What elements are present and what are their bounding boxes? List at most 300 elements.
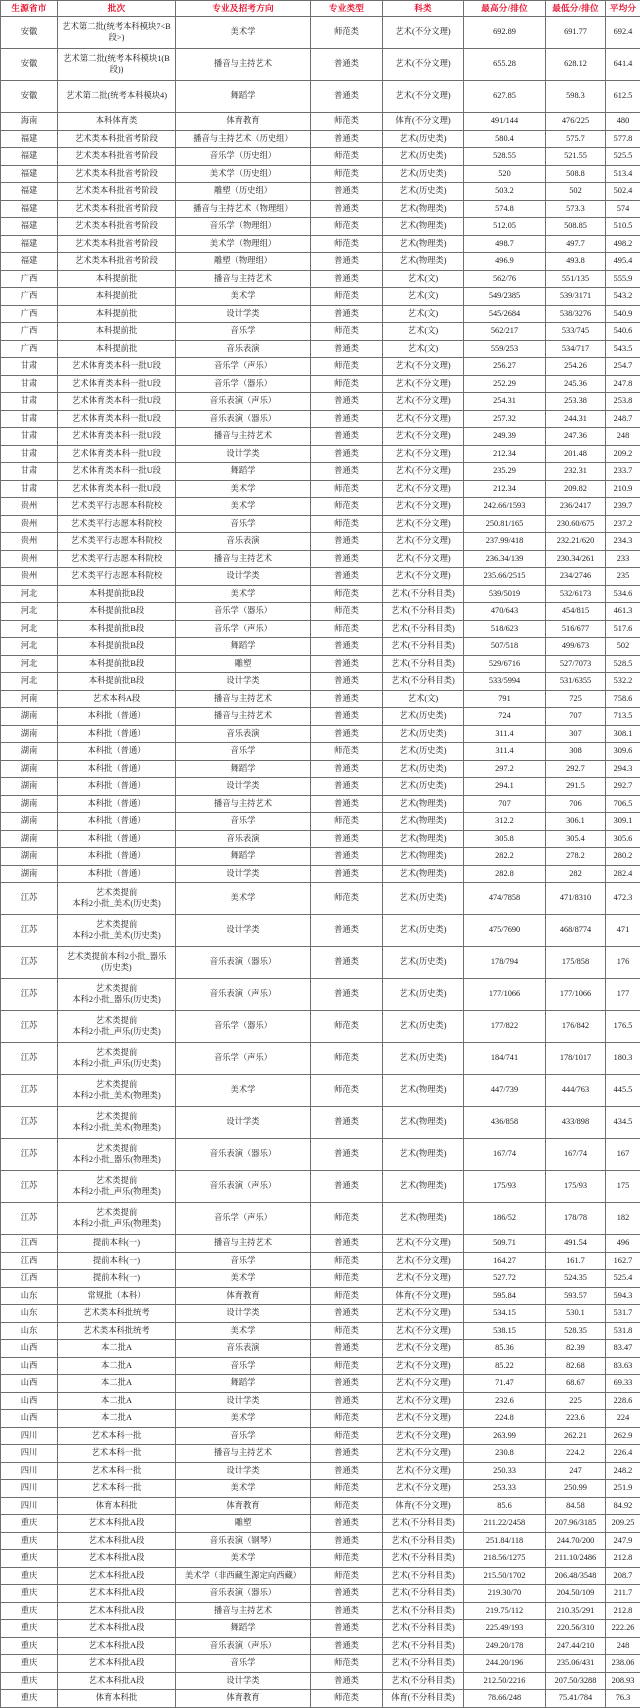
cell-average: 528.5	[606, 655, 640, 673]
cell-highest: 186/52	[464, 1203, 546, 1235]
table-row	[1, 915, 640, 947]
cell-average: 182	[606, 1203, 640, 1235]
cell-batch: 艺术本科一批	[58, 1445, 176, 1463]
cell-province: 湖南	[1, 778, 58, 796]
cell-subject: 艺术(不分文理)	[383, 463, 464, 481]
cell-major-type: 师范类	[311, 113, 383, 131]
cell-major-type: 普通类	[311, 778, 383, 796]
cell-highest: 527.72	[464, 1270, 546, 1288]
cell-major-type: 师范类	[311, 498, 383, 516]
cell-average: 234.3	[606, 533, 640, 551]
cell-highest: 212.34	[464, 445, 546, 463]
cell-lowest: 628.12	[546, 49, 606, 81]
cell-lowest: 476/225	[546, 113, 606, 131]
cell-average: 248	[606, 1637, 640, 1655]
cell-subject: 艺术(文)	[383, 270, 464, 288]
cell-average: 76.3	[606, 1690, 640, 1708]
cell-highest: 294.1	[464, 778, 546, 796]
cell-lowest: 244.31	[546, 410, 606, 428]
table-row	[1, 947, 640, 979]
cell-major: 设计学类	[176, 1305, 311, 1323]
cell-major-type: 普通类	[311, 725, 383, 743]
cell-lowest: 278.2	[546, 848, 606, 866]
cell-province: 安徽	[1, 49, 58, 81]
cell-lowest: 175/858	[546, 947, 606, 979]
cell-subject: 体育(不分文理)	[383, 113, 464, 131]
cell-major-type: 普通类	[311, 568, 383, 586]
cell-major-type: 师范类	[311, 358, 383, 376]
cell-lowest: 499/673	[546, 638, 606, 656]
cell-highest: 242.66/1593	[464, 498, 546, 516]
cell-major-type: 师范类	[311, 1270, 383, 1288]
cell-subject: 艺术(历史类)	[383, 1011, 464, 1043]
cell-lowest: 508.85	[546, 218, 606, 236]
cell-province: 江苏	[1, 1139, 58, 1171]
cell-highest: 253.33	[464, 1480, 546, 1498]
cell-major-type: 普通类	[311, 708, 383, 726]
cell-highest: 491/144	[464, 113, 546, 131]
cell-major-type: 师范类	[311, 813, 383, 831]
cell-subject: 艺术(物理类)	[383, 1075, 464, 1107]
cell-province: 江西	[1, 1270, 58, 1288]
table-row	[1, 1287, 640, 1305]
cell-highest: 250.81/165	[464, 515, 546, 533]
cell-subject: 艺术(不分文理)	[383, 49, 464, 81]
cell-batch: 艺术类提前 本科2小批_声乐(物理类)	[58, 1171, 176, 1203]
cell-major: 音乐表演（声乐）	[176, 1637, 311, 1655]
table-row	[1, 1427, 640, 1445]
cell-average: 226.4	[606, 1445, 640, 1463]
cell-subject: 艺术(历史类)	[383, 979, 464, 1011]
table-row	[1, 1497, 640, 1515]
cell-major-type: 普通类	[311, 1672, 383, 1690]
cell-province: 四川	[1, 1497, 58, 1515]
table-row	[1, 673, 640, 691]
table-row	[1, 1602, 640, 1620]
cell-batch: 艺术类提前 本科2小批_美术(物理类)	[58, 1107, 176, 1139]
cell-major-type: 师范类	[311, 235, 383, 253]
cell-batch: 艺术本科批A段	[58, 1550, 176, 1568]
cell-major-type: 普通类	[311, 533, 383, 551]
cell-lowest: 502	[546, 183, 606, 201]
cell-subject: 艺术(不分文理)	[383, 1235, 464, 1253]
cell-average: 237.2	[606, 515, 640, 533]
cell-major-type: 普通类	[311, 915, 383, 947]
cell-highest: 509.71	[464, 1235, 546, 1253]
cell-highest: 436/858	[464, 1107, 546, 1139]
table-row	[1, 1672, 640, 1690]
cell-lowest: 305.4	[546, 830, 606, 848]
cell-subject: 艺术(不分文理)	[383, 568, 464, 586]
cell-highest: 507/518	[464, 638, 546, 656]
cell-average: 282.4	[606, 865, 640, 883]
cell-batch: 本科提前批	[58, 340, 176, 358]
cell-subject: 体育(不分文理)	[383, 1287, 464, 1305]
cell-major: 播音与主持艺术	[176, 1602, 311, 1620]
cell-batch: 艺术体育类本科一批U段	[58, 375, 176, 393]
cell-major: 音乐学	[176, 515, 311, 533]
cell-highest: 528.55	[464, 148, 546, 166]
cell-subject: 艺术(历史类)	[383, 743, 464, 761]
cell-province: 重庆	[1, 1567, 58, 1585]
cell-major: 设计学类	[176, 568, 311, 586]
cell-highest: 167/74	[464, 1139, 546, 1171]
cell-batch: 艺术类平行志愿本科院校	[58, 568, 176, 586]
table-row	[1, 148, 640, 166]
cell-batch: 提前本科(一)	[58, 1235, 176, 1253]
cell-province: 山东	[1, 1305, 58, 1323]
cell-highest: 534.15	[464, 1305, 546, 1323]
table-row	[1, 1075, 640, 1107]
cell-subject: 体育(不分文理)	[383, 1497, 464, 1515]
table-row	[1, 533, 640, 551]
cell-major: 音乐表演	[176, 533, 311, 551]
cell-lowest: 468/8774	[546, 915, 606, 947]
table-row	[1, 760, 640, 778]
table-row	[1, 463, 640, 481]
column-header-major: 专业及招考方向	[176, 1, 311, 17]
cell-batch: 本科批（普通）	[58, 795, 176, 813]
cell-province: 福建	[1, 148, 58, 166]
cell-batch: 艺术类本科批省考阶段	[58, 130, 176, 148]
cell-major: 音乐表演（钢琴）	[176, 1532, 311, 1550]
cell-major: 美术学	[176, 883, 311, 915]
cell-province: 重庆	[1, 1515, 58, 1533]
cell-batch: 艺术体育类本科一批U段	[58, 428, 176, 446]
cell-lowest: 207.50/3288	[546, 1672, 606, 1690]
cell-average: 212.8	[606, 1602, 640, 1620]
cell-province: 山西	[1, 1340, 58, 1358]
cell-subject: 艺术(历史类)	[383, 883, 464, 915]
cell-average: 543.2	[606, 288, 640, 306]
cell-batch: 艺术类提前 本科2小批_美术(历史类)	[58, 915, 176, 947]
cell-subject: 艺术(不分科目类)	[383, 1585, 464, 1603]
cell-highest: 520	[464, 165, 546, 183]
cell-province: 江苏	[1, 979, 58, 1011]
table-row	[1, 813, 640, 831]
cell-major: 美术学	[176, 17, 311, 49]
cell-average: 513.4	[606, 165, 640, 183]
cell-average: 309.6	[606, 743, 640, 761]
cell-subject: 艺术(不分文理)	[383, 1322, 464, 1340]
cell-batch: 艺术本科一批	[58, 1480, 176, 1498]
cell-subject: 艺术(物理类)	[383, 1107, 464, 1139]
cell-lowest: 306.1	[546, 813, 606, 831]
table-row	[1, 1445, 640, 1463]
cell-major: 音乐表演（声乐）	[176, 1171, 311, 1203]
cell-province: 贵州	[1, 498, 58, 516]
cell-lowest: 176/842	[546, 1011, 606, 1043]
cell-subject: 艺术(物理类)	[383, 235, 464, 253]
cell-major-type: 师范类	[311, 1567, 383, 1585]
table-row	[1, 113, 640, 131]
cell-batch: 本科提前批B段	[58, 655, 176, 673]
cell-subject: 艺术(不分科目类)	[383, 655, 464, 673]
cell-highest: 549/2385	[464, 288, 546, 306]
cell-province: 贵州	[1, 515, 58, 533]
cell-major: 播音与主持艺术	[176, 550, 311, 568]
cell-average: 480	[606, 113, 640, 131]
cell-average: 706.5	[606, 795, 640, 813]
cell-average: 83.63	[606, 1357, 640, 1375]
cell-subject: 艺术(物理类)	[383, 200, 464, 218]
cell-major-type: 师范类	[311, 743, 383, 761]
table-row	[1, 690, 640, 708]
cell-average: 692.4	[606, 17, 640, 49]
cell-average: 292.7	[606, 778, 640, 796]
table-row	[1, 358, 640, 376]
cell-batch: 艺术类提前 本科2小批_声乐(历史类)	[58, 1011, 176, 1043]
cell-major-type: 普通类	[311, 673, 383, 691]
cell-subject: 艺术(历史类)	[383, 708, 464, 726]
cell-lowest: 433/898	[546, 1107, 606, 1139]
cell-province: 广西	[1, 305, 58, 323]
cell-lowest: 725	[546, 690, 606, 708]
table-row	[1, 743, 640, 761]
cell-major: 美术学	[176, 498, 311, 516]
cell-subject: 艺术(不分科目类)	[383, 673, 464, 691]
cell-highest: 512.05	[464, 218, 546, 236]
cell-lowest: 177/1066	[546, 979, 606, 1011]
cell-average: 434.5	[606, 1107, 640, 1139]
cell-province: 山西	[1, 1375, 58, 1393]
cell-major: 音乐表演	[176, 1340, 311, 1358]
cell-highest: 218.56/1275	[464, 1550, 546, 1568]
cell-batch: 艺术第二批(统考本科模块4)	[58, 81, 176, 113]
cell-major: 设计学类	[176, 673, 311, 691]
cell-highest: 724	[464, 708, 546, 726]
cell-major: 音乐学（历史组）	[176, 148, 311, 166]
cell-subject: 艺术(不分文理)	[383, 1340, 464, 1358]
cell-province: 江苏	[1, 1203, 58, 1235]
cell-major: 美术学（历史组）	[176, 165, 311, 183]
cell-major-type: 普通类	[311, 1585, 383, 1603]
cell-major-type: 普通类	[311, 253, 383, 271]
cell-lowest: 491.54	[546, 1235, 606, 1253]
table-row	[1, 1305, 640, 1323]
cell-lowest: 471/8310	[546, 883, 606, 915]
cell-lowest: 230.34/261	[546, 550, 606, 568]
cell-average: 247.9	[606, 1532, 640, 1550]
cell-batch: 本科批（普通）	[58, 830, 176, 848]
cell-subject: 艺术(历史类)	[383, 1043, 464, 1075]
cell-batch: 艺术本科一批	[58, 1427, 176, 1445]
cell-major: 体育教育	[176, 1497, 311, 1515]
cell-province: 江苏	[1, 1171, 58, 1203]
cell-batch: 艺术本科批A段	[58, 1585, 176, 1603]
table-row	[1, 1585, 640, 1603]
cell-major: 音乐学	[176, 1427, 311, 1445]
cell-subject: 艺术(不分文理)	[383, 1305, 464, 1323]
cell-major: 音乐学	[176, 1252, 311, 1270]
table-row	[1, 1171, 640, 1203]
cell-lowest: 245.36	[546, 375, 606, 393]
cell-batch: 艺术类提前 本科2小批_美术(历史类)	[58, 883, 176, 915]
cell-major-type: 普通类	[311, 428, 383, 446]
cell-major: 美术学（非西藏生源定向西藏）	[176, 1567, 311, 1585]
cell-average: 248	[606, 428, 640, 446]
cell-province: 重庆	[1, 1672, 58, 1690]
cell-lowest: 539/3171	[546, 288, 606, 306]
cell-major: 播音与主持艺术	[176, 1445, 311, 1463]
cell-major: 美术学	[176, 288, 311, 306]
cell-subject: 艺术(不分文理)	[383, 375, 464, 393]
cell-major: 音乐表演	[176, 725, 311, 743]
cell-province: 重庆	[1, 1602, 58, 1620]
cell-batch: 本二批A	[58, 1375, 176, 1393]
cell-province: 江苏	[1, 1107, 58, 1139]
cell-average: 233	[606, 550, 640, 568]
cell-major-type: 普通类	[311, 760, 383, 778]
cell-batch: 本科提前批B段	[58, 638, 176, 656]
cell-average: 208.7	[606, 1567, 640, 1585]
cell-lowest: 232.21/620	[546, 533, 606, 551]
table-row	[1, 620, 640, 638]
cell-province: 河南	[1, 690, 58, 708]
cell-batch: 艺术第二批(统考本科模块7<B段>)	[58, 17, 176, 49]
cell-average: 235	[606, 568, 640, 586]
cell-average: 498.2	[606, 235, 640, 253]
cell-highest: 235.66/2515	[464, 568, 546, 586]
cell-major-type: 普通类	[311, 1462, 383, 1480]
cell-major-type: 师范类	[311, 1203, 383, 1235]
cell-major-type: 普通类	[311, 1340, 383, 1358]
cell-province: 江苏	[1, 1043, 58, 1075]
cell-subject: 艺术(不分文理)	[383, 393, 464, 411]
table-row	[1, 428, 640, 446]
table-row	[1, 585, 640, 603]
cell-highest: 184/741	[464, 1043, 546, 1075]
cell-average: 495.4	[606, 253, 640, 271]
cell-highest: 177/822	[464, 1011, 546, 1043]
cell-batch: 本科批（普通）	[58, 725, 176, 743]
cell-major: 设计学类	[176, 865, 311, 883]
cell-lowest: 175/93	[546, 1171, 606, 1203]
cell-major-type: 普通类	[311, 1171, 383, 1203]
cell-average: 228.6	[606, 1392, 640, 1410]
cell-subject: 艺术(历史类)	[383, 915, 464, 947]
cell-batch: 本科批（普通）	[58, 760, 176, 778]
cell-batch: 艺术类本科批省考阶段	[58, 183, 176, 201]
cell-average: 212.8	[606, 1550, 640, 1568]
cell-highest: 595.84	[464, 1287, 546, 1305]
cell-subject: 艺术(历史类)	[383, 148, 464, 166]
cell-major-type: 师范类	[311, 585, 383, 603]
cell-province: 贵州	[1, 550, 58, 568]
cell-province: 河北	[1, 585, 58, 603]
cell-lowest: 573.3	[546, 200, 606, 218]
cell-batch: 本科批（普通）	[58, 743, 176, 761]
table-row	[1, 515, 640, 533]
cell-average: 534.6	[606, 585, 640, 603]
cell-major: 播音与主持艺术	[176, 795, 311, 813]
cell-highest: 164.27	[464, 1252, 546, 1270]
cell-subject: 艺术(物理类)	[383, 848, 464, 866]
cell-province: 广西	[1, 340, 58, 358]
cell-subject: 艺术(不分文理)	[383, 1375, 464, 1393]
cell-highest: 252.29	[464, 375, 546, 393]
table-row	[1, 1550, 640, 1568]
cell-batch: 艺术本科批A段	[58, 1602, 176, 1620]
cell-major-type: 普通类	[311, 979, 383, 1011]
cell-highest: 503.2	[464, 183, 546, 201]
cell-lowest: 282	[546, 865, 606, 883]
cell-highest: 496.9	[464, 253, 546, 271]
column-header-highest-score: 最高分/排位	[464, 1, 546, 17]
cell-average: 510.5	[606, 218, 640, 236]
cell-major-type: 师范类	[311, 218, 383, 236]
cell-batch: 本科批（普通）	[58, 708, 176, 726]
cell-major: 舞蹈学	[176, 1620, 311, 1638]
table-row	[1, 288, 640, 306]
cell-subject: 艺术(不分文理)	[383, 498, 464, 516]
cell-highest: 236.34/139	[464, 550, 546, 568]
cell-average: 238.06	[606, 1655, 640, 1673]
cell-major: 音乐表演	[176, 830, 311, 848]
cell-lowest: 530.1	[546, 1305, 606, 1323]
cell-batch: 艺术本科批A段	[58, 1637, 176, 1655]
cell-major-type: 普通类	[311, 1515, 383, 1533]
cell-average: 309.1	[606, 813, 640, 831]
cell-province: 江西	[1, 1252, 58, 1270]
cell-subject: 艺术(不分科目类)	[383, 1532, 464, 1550]
table-row	[1, 1375, 640, 1393]
cell-major: 音乐表演（器乐）	[176, 1139, 311, 1171]
column-header-average-score: 平均分	[606, 1, 640, 17]
cell-province: 江苏	[1, 1011, 58, 1043]
cell-subject: 艺术(不分文理)	[383, 1392, 464, 1410]
table-row	[1, 183, 640, 201]
cell-province: 海南	[1, 113, 58, 131]
cell-batch: 本科批（普通）	[58, 865, 176, 883]
cell-batch: 艺术本科批A段	[58, 1655, 176, 1673]
cell-lowest: 691.77	[546, 17, 606, 49]
table-row	[1, 1011, 640, 1043]
table-row	[1, 1270, 640, 1288]
cell-highest: 655.28	[464, 49, 546, 81]
cell-lowest: 532/6173	[546, 585, 606, 603]
cell-subject: 艺术(不分文理)	[383, 1357, 464, 1375]
cell-lowest: 223.6	[546, 1410, 606, 1428]
cell-major: 雕塑（历史组）	[176, 183, 311, 201]
cell-province: 重庆	[1, 1532, 58, 1550]
cell-highest: 533/5994	[464, 673, 546, 691]
cell-lowest: 82.39	[546, 1340, 606, 1358]
table-row	[1, 81, 640, 113]
cell-subject: 艺术(不分科目类)	[383, 1550, 464, 1568]
cell-average: 209.25	[606, 1515, 640, 1533]
cell-major-type: 普通类	[311, 848, 383, 866]
cell-subject: 艺术(历史类)	[383, 947, 464, 979]
cell-major-type: 师范类	[311, 148, 383, 166]
cell-batch: 艺术体育类本科一批U段	[58, 463, 176, 481]
column-header-province: 生源省市	[1, 1, 58, 17]
table-row	[1, 130, 640, 148]
cell-highest: 538.15	[464, 1322, 546, 1340]
cell-average: 224	[606, 1410, 640, 1428]
cell-subject: 艺术(文)	[383, 340, 464, 358]
cell-average: 532.2	[606, 673, 640, 691]
cell-lowest: 207.96/3185	[546, 1515, 606, 1533]
cell-subject: 艺术(不分文理)	[383, 17, 464, 49]
cell-lowest: 508.8	[546, 165, 606, 183]
cell-average: 262.9	[606, 1427, 640, 1445]
cell-average: 209.2	[606, 445, 640, 463]
cell-lowest: 209.82	[546, 480, 606, 498]
cell-province: 江苏	[1, 883, 58, 915]
cell-lowest: 308	[546, 743, 606, 761]
cell-lowest: 531/6355	[546, 673, 606, 691]
